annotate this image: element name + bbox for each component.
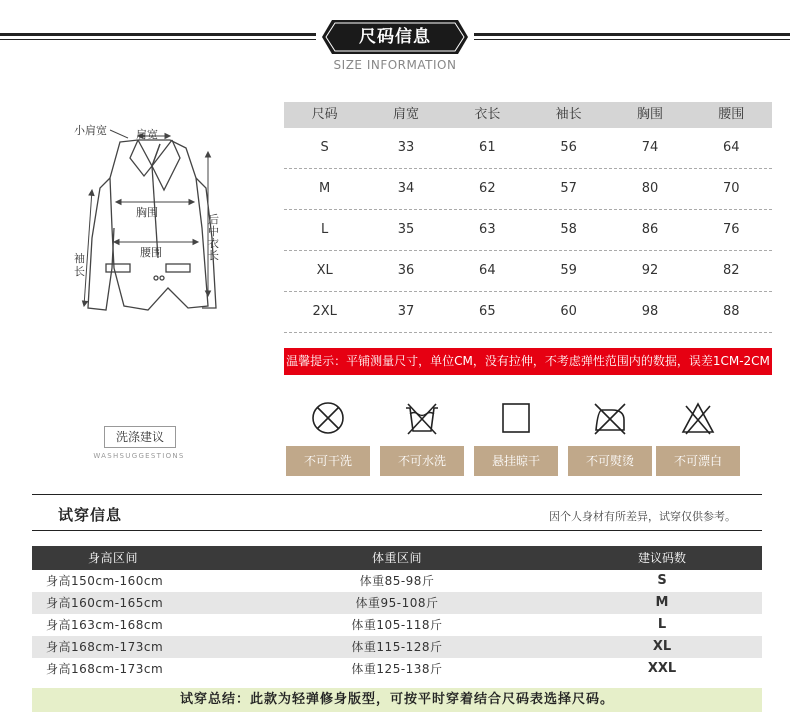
table-row	[32, 592, 762, 614]
size-table	[284, 102, 772, 333]
try-header-height: 身高区间	[88, 551, 139, 565]
care-item-hang-dry	[474, 400, 558, 476]
try-on-top-rule	[32, 494, 762, 495]
size-cell: M	[319, 181, 331, 196]
header-rule-left	[0, 33, 316, 36]
size-cell: 76	[723, 222, 740, 237]
wash-suggestions-button[interactable]: 洗涤建议	[104, 426, 176, 448]
size-cell: L	[321, 222, 329, 237]
size-cell: 58	[560, 222, 577, 237]
section-subtitle: SIZE INFORMATION	[333, 58, 457, 72]
try-weight-cell: 体重125-138斤	[351, 662, 443, 676]
try-height-cell: 身高168cm-173cm	[46, 662, 164, 676]
measurement-notice-banner: 温馨提示：平铺测量尺寸，单位CM，没有拉伸，不考虑弹性范围内的数据，误差1CM-2CM	[284, 348, 772, 375]
size-cell: 56	[560, 140, 577, 155]
table-row	[284, 169, 772, 210]
size-cell: 61	[479, 140, 496, 155]
size-cell: 74	[641, 140, 659, 155]
size-cell: 2XL	[312, 304, 337, 319]
size-cell: 34	[397, 181, 415, 196]
size-header-cell: 袖长	[555, 107, 582, 122]
care-label: 不可熨烫	[568, 446, 652, 476]
care-label: 悬挂晾干	[474, 446, 558, 476]
size-cell: 70	[723, 181, 740, 196]
size-header-cell: 尺码	[311, 107, 338, 122]
hang-dry-icon	[498, 400, 534, 436]
try-on-note: 因个人身材有所差异，试穿仅供参考。	[549, 510, 736, 523]
try-header-size: 建议码数	[637, 551, 686, 565]
wash-suggestions-subtitle: WASHSUGGESTIONS	[93, 452, 185, 460]
size-header-cell: 衣长	[474, 107, 501, 122]
no-dry-clean-icon	[310, 400, 346, 436]
try-size-cell: XXL	[647, 661, 677, 676]
table-row	[284, 210, 772, 251]
no-bleach-icon	[680, 400, 716, 436]
care-item-no-water-wash	[380, 400, 464, 476]
section-title: 尺码信息	[359, 27, 431, 47]
size-cell: 59	[560, 263, 577, 278]
header-rule-right-thin	[474, 39, 790, 40]
size-cell: 88	[723, 304, 740, 319]
no-water-wash-icon	[404, 400, 440, 436]
size-cell: 63	[479, 222, 496, 237]
size-table-header	[284, 102, 772, 128]
size-cell: 62	[479, 181, 496, 196]
care-label: 不可漂白	[656, 446, 740, 476]
size-cell: 64	[723, 140, 740, 155]
table-row	[32, 570, 762, 592]
table-row	[32, 658, 762, 680]
table-row	[284, 292, 772, 333]
size-cell: 82	[723, 263, 740, 278]
no-iron-icon	[592, 400, 628, 436]
size-cell: 64	[479, 263, 496, 278]
size-cell: 65	[479, 304, 496, 319]
try-size-cell: S	[657, 573, 667, 588]
try-weight-cell: 体重105-118斤	[351, 618, 443, 632]
try-size-cell: L	[657, 617, 667, 632]
care-item-no-bleach	[656, 400, 740, 476]
care-label: 不可干洗	[286, 446, 370, 476]
care-item-no-dry-clean	[286, 400, 370, 476]
label-chest: 胸围	[136, 206, 158, 219]
label-back-length: 后中衣长	[208, 213, 219, 262]
jacket-measurement-diagram	[40, 118, 240, 318]
table-row	[284, 251, 772, 292]
header-rule-left-thin	[0, 39, 316, 40]
table-row	[284, 128, 772, 169]
header-rule-right	[474, 33, 790, 36]
try-on-bottom-rule	[32, 530, 762, 531]
table-row	[32, 614, 762, 636]
label-waist: 腰围	[140, 246, 162, 259]
size-cell: 57	[560, 181, 577, 196]
try-on-summary: 试穿总结：此款为轻弹修身版型，可按平时穿着结合尺码表选择尺码。	[32, 688, 762, 712]
try-weight-cell: 体重115-128斤	[351, 640, 443, 654]
size-cell: 36	[397, 263, 415, 278]
label-small-shoulder: 小肩宽	[74, 124, 107, 137]
label-sleeve: 袖长	[74, 252, 85, 278]
size-cell: 35	[397, 222, 415, 237]
try-weight-cell: 体重95-108斤	[355, 596, 439, 610]
size-cell: 33	[397, 140, 415, 155]
size-header-cell: 肩宽	[392, 107, 419, 122]
try-weight-cell: 体重85-98斤	[359, 574, 435, 588]
try-on-title: 试穿信息	[58, 506, 123, 524]
try-size-cell: M	[655, 595, 669, 610]
try-on-table-header	[32, 546, 762, 570]
try-height-cell: 身高160cm-165cm	[46, 596, 164, 610]
try-height-cell: 身高163cm-168cm	[46, 618, 164, 632]
size-cell: 80	[641, 181, 659, 196]
table-row	[32, 636, 762, 658]
try-height-cell: 身高150cm-160cm	[46, 574, 164, 588]
try-on-table	[32, 546, 762, 680]
try-header-weight: 体重区间	[371, 551, 422, 565]
size-header-cell: 胸围	[636, 107, 663, 122]
size-cell: XL	[316, 263, 333, 278]
size-cell: S	[320, 140, 329, 155]
size-cell: 98	[641, 304, 659, 319]
care-item-no-iron	[568, 400, 652, 476]
care-label: 不可水洗	[380, 446, 464, 476]
size-cell: 92	[641, 263, 659, 278]
label-shoulder: 肩宽	[136, 128, 158, 141]
size-cell: 86	[641, 222, 659, 237]
try-size-cell: XL	[652, 639, 672, 654]
size-cell: 37	[397, 304, 415, 319]
size-cell: 60	[560, 304, 577, 319]
size-header-cell: 腰围	[718, 107, 745, 122]
try-height-cell: 身高168cm-173cm	[46, 640, 164, 654]
section-title-badge	[322, 20, 468, 54]
